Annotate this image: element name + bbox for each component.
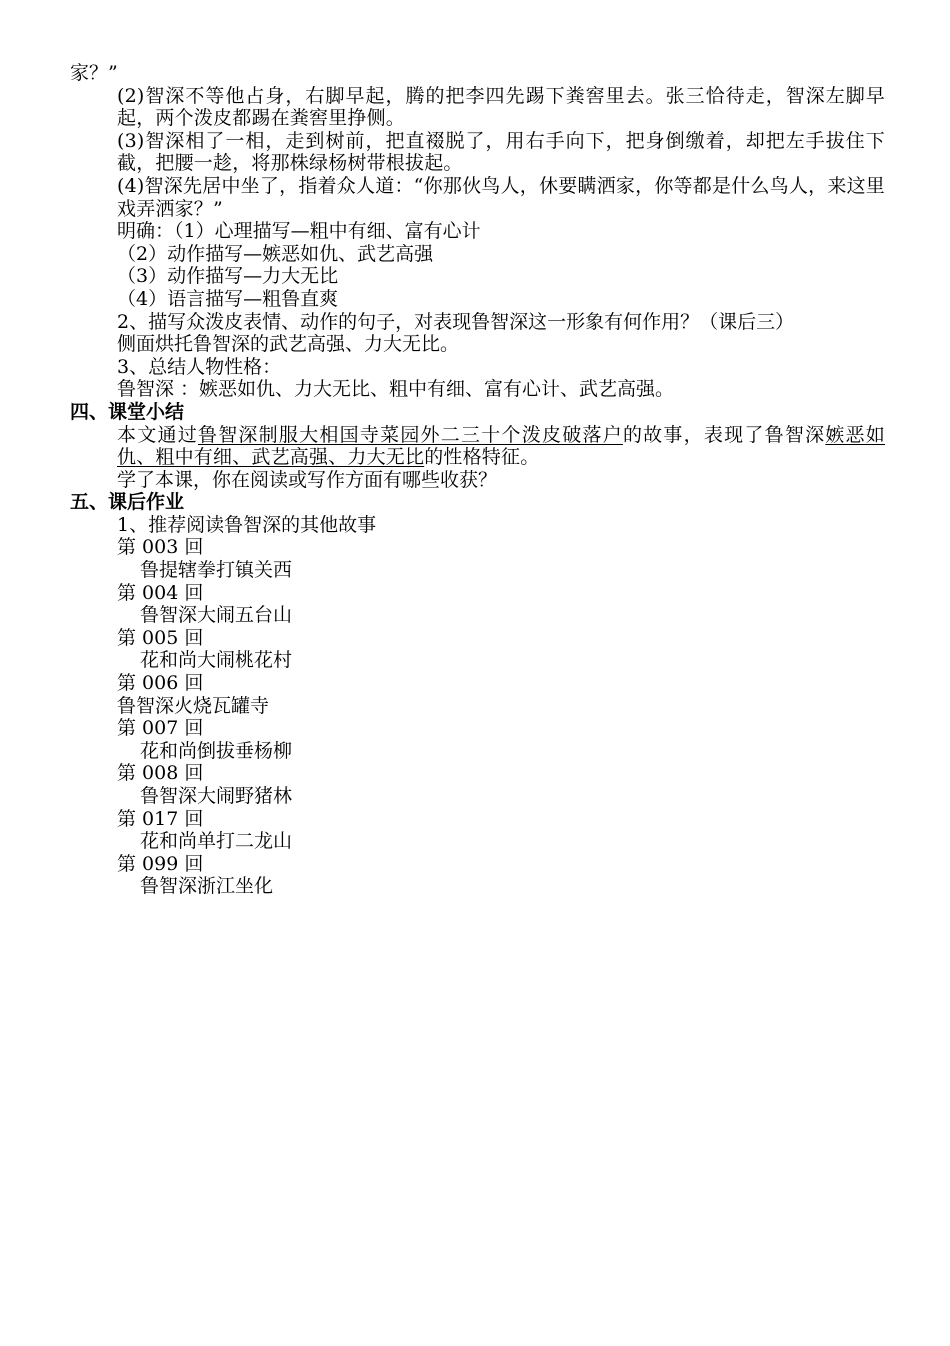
chapter-title: 鲁智深大闹野猪林	[140, 785, 293, 807]
question-3: 3、总结人物性格：	[117, 355, 282, 378]
chapter-number: 第 008 回	[117, 762, 204, 785]
summary-text: 的故事，表现了鲁智深	[622, 423, 826, 446]
quote-text: (3)智深相了一相，走到树前，把直裰脱了，用右手向下，把身倒缴着，却把左手拔住下截，把腰一趁，将那株绿杨树带根拔起。	[117, 129, 885, 175]
document-page	[70, 62, 885, 898]
chapter-title: 鲁智深火烧瓦罐寺	[117, 694, 270, 717]
homework-item-1: 1、推荐阅读鲁智深的其他故事	[117, 513, 377, 536]
quote-text: (4)智深先居中坐了，指着众人道：“你那伙鸟人，休要瞒洒家，你等都是什么鸟人，来这里戏弄洒家？”	[117, 174, 885, 220]
summary-underlined-event: 鲁智深制服大相国寺菜园外二三十个泼皮破落户	[197, 423, 623, 446]
chapter-title: 鲁智深浙江坐化	[140, 875, 274, 898]
answer-3: 鲁智深 ：嫉恶如仇、力大无比、粗中有细、富有心计、武艺高强。	[117, 378, 675, 401]
question-2: 2、描写众泼皮表情、动作的句子，对表现鲁智深这一形象有何作用？（课后三）	[117, 310, 795, 333]
chapter-title: 花和尚大闹桃花村	[140, 649, 293, 672]
quote-paragraph-4	[70, 175, 885, 220]
mingque-item: （3）动作描写—力大无比	[117, 265, 339, 288]
chapter-number: 第 006 回	[117, 672, 204, 695]
chapter-number: 第 003 回	[117, 536, 204, 559]
text-line: 家？”	[70, 62, 118, 84]
quote-paragraph-3	[70, 130, 885, 175]
chapter-title: 鲁提辖拳打镇关西	[140, 559, 293, 582]
section-heading-4: 四、课堂小结	[70, 400, 185, 423]
summary-underlined-traits: 嫉恶如仇、粗中有细、武艺高强、力大无比	[117, 423, 885, 469]
mingque-item: （2）动作描写—嫉恶如仇、武艺高强	[117, 242, 434, 265]
quote-paragraph-2	[70, 85, 885, 130]
quote-text: (2)智深不等他占身，右脚早起，腾的把李四先踢下粪窖里去。张三恰待走，智深左脚早起，两个泼皮都踢在粪窖里挣侧。	[117, 84, 885, 130]
summary-text: 本文通过	[117, 423, 198, 446]
chapter-number: 第 017 回	[117, 807, 204, 830]
summary-text: 的性格特征。	[424, 446, 540, 469]
chapter-title: 花和尚倒拔垂杨柳	[140, 739, 293, 762]
chapter-title: 花和尚单打二龙山	[140, 830, 293, 853]
answer-2: 侧面烘托鲁智深的武艺高强、力大无比。	[117, 333, 460, 356]
summary-paragraph	[70, 424, 885, 469]
mingque-item: （4）语言描写—粗鲁直爽	[117, 287, 339, 310]
chapter-number: 第 005 回	[117, 626, 204, 649]
reflection-question: 学了本课，你在阅读或写作方面有哪些收获？	[117, 468, 498, 491]
section-heading-5: 五、课后作业	[70, 491, 185, 514]
chapter-number: 第 004 回	[117, 581, 204, 604]
chapter-title: 鲁智深大闹五台山	[140, 604, 293, 627]
chapter-number: 第 099 回	[117, 852, 204, 875]
chapter-number: 第 007 回	[117, 717, 204, 740]
mingque-line: 明确：（1）心理描写—粗中有细、富有心计	[117, 220, 481, 243]
